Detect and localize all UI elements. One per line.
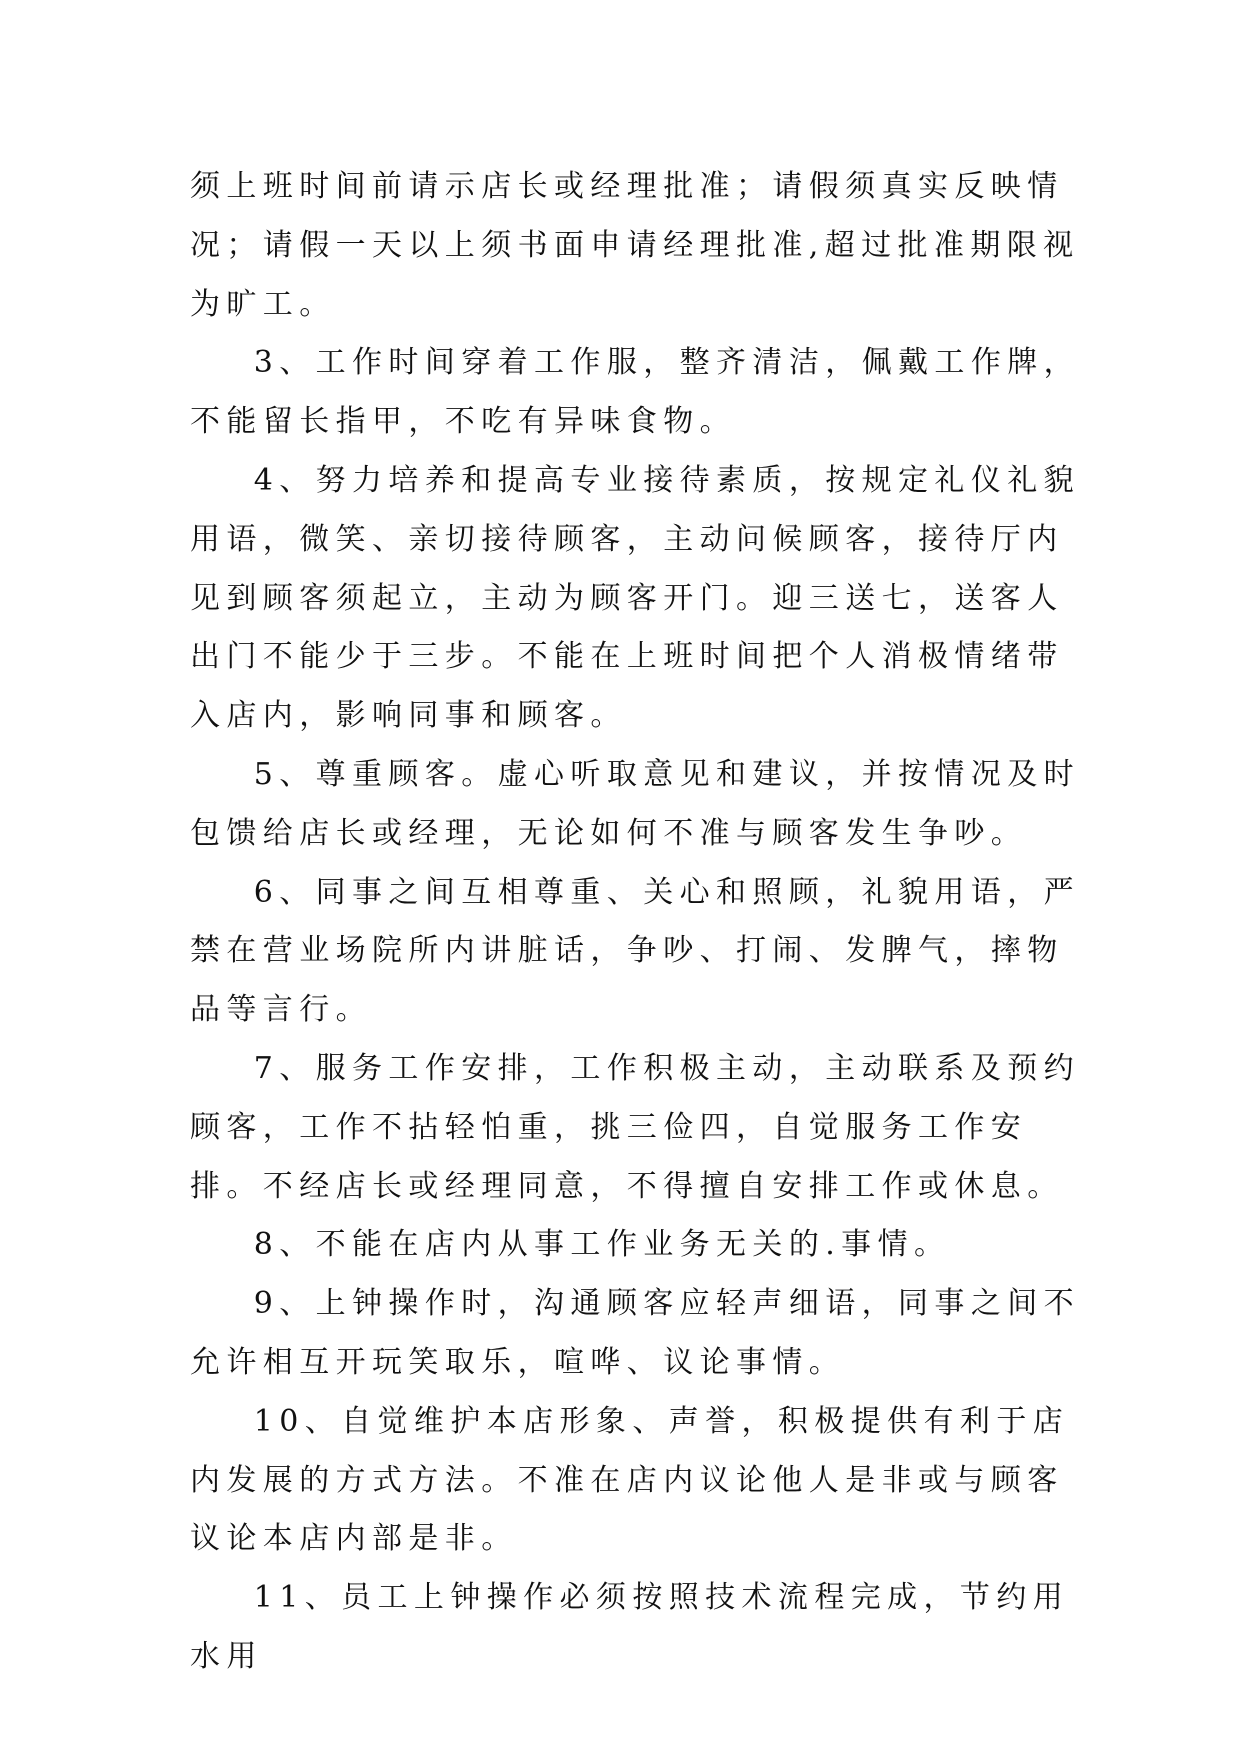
paragraph-rule-8-unrelated-matters: 8、不能在店内从事工作业务无关的.事情。 xyxy=(190,1227,951,1263)
paragraph-rule-5-respect-customers: 5、尊重顾客。虚心听取意见和建议，并按情况及时包馈给店长或经理，无论如何不准与顾客发生争吵。 xyxy=(190,756,1081,851)
paragraph-rule-6-colleagues: 6、同事之间互相尊重、关心和照顾，礼貌用语，严禁在营业场院所内讲脏话，争吵、打闹、发脾气，摔物品等言行。 xyxy=(190,874,1081,1028)
paragraph-rule-3-uniform: 3、工作时间穿着工作服，整齐清洁，佩戴工作牌，不能留长指甲，不吃有异味食物。 xyxy=(190,345,1081,440)
paragraph-rule-11-technical-process: 11、员工上钟操作必须按照技术流程完成，节约用水用 xyxy=(190,1580,1070,1674)
paragraph-rule-10-store-image: 10、自觉维护本店形象、声誉，积极提供有利于店内发展的方式方法。不准在店内议论他人是非或与顾客议论本店内部是非。 xyxy=(190,1403,1070,1557)
paragraph-leave-approval: 须上班时间前请示店长或经理批准；请假须真实反映情况；请假一天以上须书面申请经理批准,超过批准期限视为旷工。 xyxy=(190,169,1080,322)
paragraph-rule-7-work-arrangement: 7、服务工作安排，工作积极主动，主动联系及预约顾客，工作不拈轻怕重，挑三俭四，自觉服务工作安排。不经店长或经理同意，不得擅自安排工作或休息。 xyxy=(190,1050,1081,1204)
document-body xyxy=(190,158,1090,1687)
paragraph-rule-4-reception: 4、努力培养和提高专业接待素质，按规定礼仪礼貌用语，微笑、亲切接待顾客，主动问候顾客，接待厅内见到顾客须起立，主动为顾客开门。迎三送七，送客人出门不能少于三步。不能在上班时间把个人消极情绪带入店内，影响同事和顾客。 xyxy=(190,462,1081,734)
paragraph-rule-9-operation-conduct: 9、上钟操作时，沟通顾客应轻声细语，同事之间不允许相互开玩笑取乐，喧哗、议论事情。 xyxy=(190,1286,1081,1380)
